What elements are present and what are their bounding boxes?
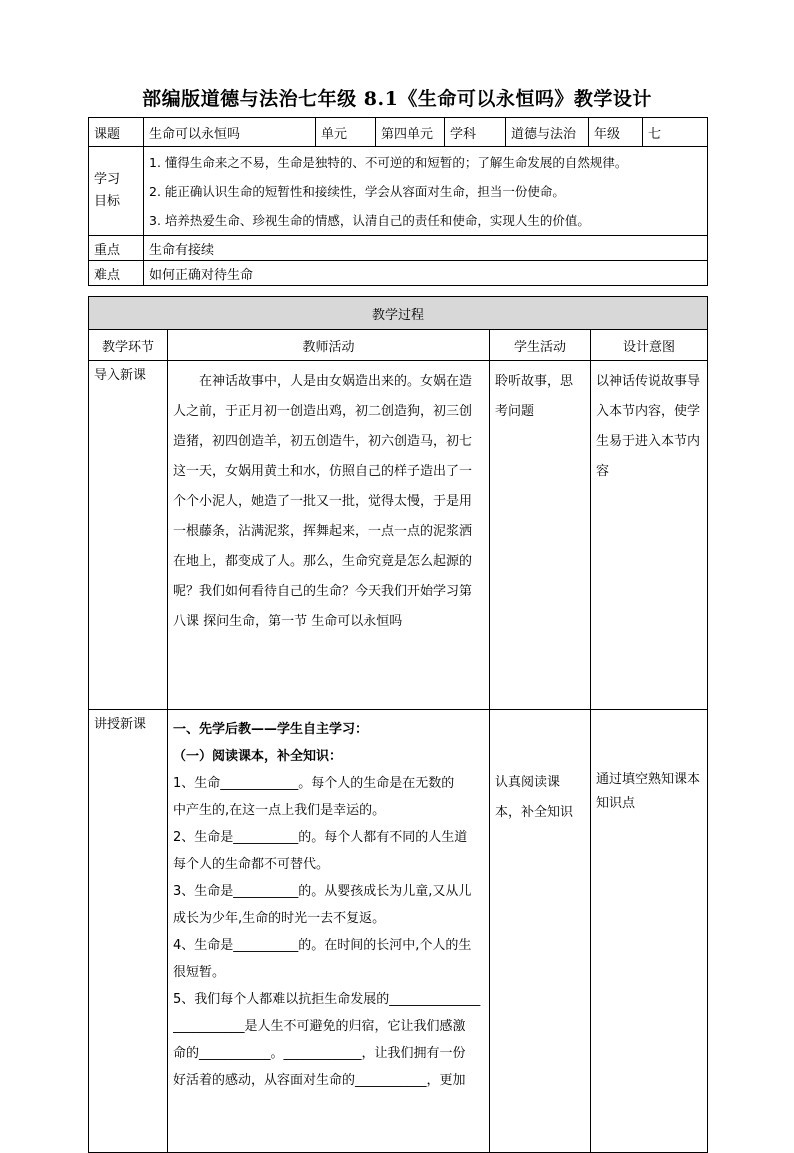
grade-label: 年级 bbox=[589, 118, 643, 147]
goal-item: 2. 能正确认识生命的短暂性和接续性，学会从容面对生命，担当一份使命。 bbox=[149, 183, 565, 199]
goals-label bbox=[89, 147, 144, 236]
intro-student bbox=[490, 361, 591, 710]
intro-student-text: 聆听故事，思考问题 bbox=[495, 374, 574, 419]
lecture-student bbox=[490, 710, 591, 1153]
header-student: 学生活动 bbox=[490, 330, 591, 361]
lecture-line: 3、生命是__________的。从婴孩成长为儿童,又从儿 bbox=[173, 884, 472, 899]
lecture-line: 5、我们每个人都难以抗拒生命发展的______________ bbox=[173, 992, 481, 1007]
lecture-heading2: （一）阅读课本，补全知识： bbox=[173, 749, 343, 764]
lecture-line: 1、生命____________。每个人的生命是在无数的 bbox=[173, 776, 455, 791]
process-title: 教学过程 bbox=[89, 297, 708, 330]
lecture-line: 成长为少年,生命的时光一去不复返。 bbox=[173, 911, 386, 926]
document-title: 部编版道德与法治七年级 8.1《生命可以永恒吗》教学设计 bbox=[142, 88, 652, 110]
difficulty-label: 难点 bbox=[89, 261, 144, 286]
lecture-line: 好活着的感动，从容面对生命的___________，更加 bbox=[173, 1073, 466, 1088]
intro-intent bbox=[591, 361, 708, 710]
header-teacher: 教师活动 bbox=[168, 330, 490, 361]
lecture-line: 很短暂。 bbox=[173, 965, 226, 980]
unit-label: 单元 bbox=[316, 118, 376, 147]
unit-value: 第四单元 bbox=[376, 118, 445, 147]
lecture-intent bbox=[591, 710, 708, 1153]
goals-cell bbox=[144, 147, 708, 236]
difficulty-value: 如何正确对待生命 bbox=[144, 261, 708, 286]
lecture-heading1: 一、先学后教——学生自主学习： bbox=[173, 722, 369, 737]
intro-teacher bbox=[168, 361, 490, 710]
lecture-line: 命的___________。____________，让我们拥有一份 bbox=[173, 1046, 466, 1061]
key-point-value: 生命有接续 bbox=[144, 236, 708, 261]
lecture-student-text: 认真阅读课本，补全知识 bbox=[495, 775, 574, 820]
header-intent: 设计意图 bbox=[591, 330, 708, 361]
lecture-stage: 讲授新课 bbox=[89, 710, 168, 1153]
lecture-intent-text: 通过填空熟知课本知识点 bbox=[596, 772, 701, 811]
lecture-line: 4、生命是__________的。在时间的长河中,个人的生 bbox=[173, 938, 472, 953]
subject-label: 学科 bbox=[445, 118, 506, 147]
goals-label-line1: 学习 bbox=[94, 172, 121, 187]
lecture-teacher bbox=[168, 710, 490, 1153]
intro-teacher-text: 在神话故事中，人是由女娲造出来的。女娲在造人之前，于正月初一创造出鸡，初二创造狗，初三创造猪，初四创造羊，初五创造牛，初六创造马，初七这一天，女娲用黄土和水，仿照自己的样子造出了一个个小泥人，她造了一批又一批，觉得太慢，于是用一根藤条，沾满泥浆，挥舞起来，一点一点的泥浆洒在地上，都变成了人。那么，生命究竟是怎么起源的呢？我们如何看待自己的生命？今天我们开始学习第八课 探问生命，第一节 生命可以永恒吗 bbox=[173, 374, 473, 629]
header-stage: 教学环节 bbox=[89, 330, 168, 361]
process-table bbox=[88, 296, 708, 1153]
intro-stage: 导入新课 bbox=[89, 361, 168, 710]
goal-item: 3. 培养热爱生命、珍视生命的情感，认清自己的责任和使命，实现人生的价值。 bbox=[149, 212, 590, 228]
lecture-line: 2、生命是__________的。每个人都有不同的人生道 bbox=[173, 830, 468, 845]
info-table bbox=[88, 117, 708, 286]
subject-value: 道德与法治 bbox=[506, 118, 589, 147]
lecture-line: 每个人的生命都不可替代。 bbox=[173, 857, 330, 872]
course-value: 生命可以永恒吗 bbox=[144, 118, 316, 147]
lecture-line: ___________是人生不可避免的归宿，它让我们感激 bbox=[173, 1019, 466, 1034]
goal-item: 1. 懂得生命来之不易，生命是独特的、不可逆的和短暂的；了解生命发展的自然规律。 bbox=[149, 154, 628, 170]
course-label: 课题 bbox=[89, 118, 144, 147]
lecture-line: 中产生的,在这一点上我们是幸运的。 bbox=[173, 803, 386, 818]
intro-intent-text: 以神话传说故事导入本节内容，使学生易于进入本节内容 bbox=[596, 374, 701, 479]
key-point-label: 重点 bbox=[89, 236, 144, 261]
goals-label-line2: 目标 bbox=[94, 194, 121, 209]
grade-value: 七 bbox=[643, 118, 708, 147]
